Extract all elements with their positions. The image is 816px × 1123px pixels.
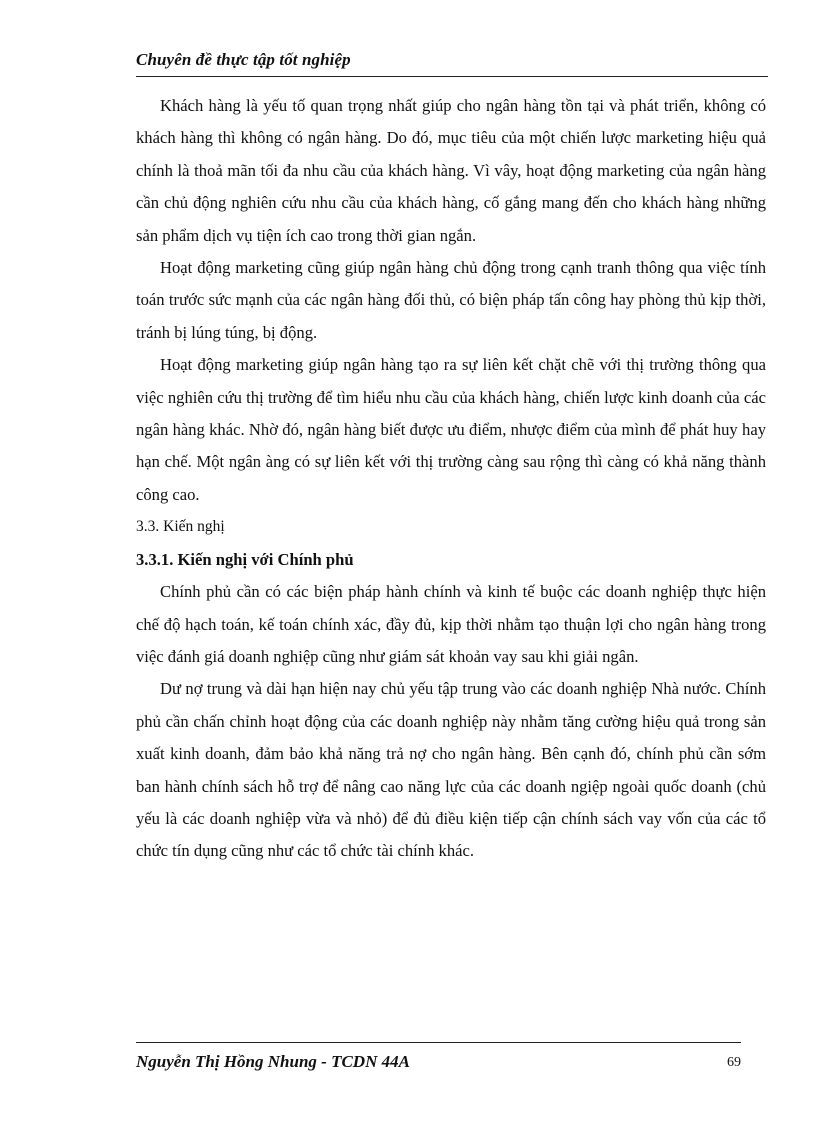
body-paragraph: Hoạt động marketing giúp ngân hàng tạo ra sự liên kết chặt chẽ với thị trường thông qua việc nghiên cứu thị trường để tìm hiểu nhu cầu của khách hàng, chiến lược kinh doanh của các ngân hàng khác. Nhờ đó, ngân hàng biết được ưu điểm, nhược điểm của mình để phát huy hay hạn chế. Một ngân àng có sự liên kết với thị trường càng sau rộng thì càng có khả năng thành công cao. (136, 355, 766, 504)
document-body (136, 90, 766, 868)
subsection-heading: 3.3.1. Kiến nghị với Chính phủ (136, 549, 354, 569)
header-title: Chuyên đề thực tập tốt nghiệp (136, 50, 351, 69)
body-paragraph: Hoạt động marketing cũng giúp ngân hàng chủ động trong cạnh tranh thông qua việc tính toán trước sức mạnh của các ngân hàng đối thủ, có biện pháp tấn công hay phòng thủ kịp thời, tránh bị lúng túng, bị động. (136, 258, 766, 342)
page-header (136, 48, 768, 77)
page-footer (136, 1042, 741, 1073)
body-paragraph: Khách hàng là yếu tố quan trọng nhất giúp cho ngân hàng tồn tại và phát triển, không có khách hàng thì không có ngân hàng. Do đó, mục tiêu của một chiến lược marketing hiệu quả chính là thoả mãn tối đa nhu cầu của khách hàng. Vì vây, hoạt động marketing của ngân hàng cần chủ động nghiên cứu nhu cầu của khách hàng, cố gắng mang đến cho khách hàng những sản phẩm dịch vụ tiện ích cao trong thời gian ngắn. (136, 96, 766, 245)
footer-author: Nguyễn Thị Hồng Nhung - TCDN 44A (136, 1052, 410, 1071)
body-paragraph: Chính phủ cần có các biện pháp hành chính và kinh tế buộc các doanh nghiệp thực hiện chế độ hạch toán, kế toán chính xác, đầy đủ, kịp thời nhằm tạo thuận lợi cho ngân hàng trong việc đánh giá doanh nghiệp cũng như giám sát khoản vay sau khi giải ngân. (136, 582, 766, 666)
body-paragraph: Dư nợ trung và dài hạn hiện nay chủ yếu tập trung vào các doanh nghiệp Nhà nước. Chính phủ cần chấn chỉnh hoạt động của các doanh nghiệp này nhằm tăng cường hiệu quả trong sản xuất kinh doanh, đảm bảo khả năng trả nợ cho ngân hàng. Bên cạnh đó, chính phủ cần sớm ban hành chính sách hỗ trợ để nâng cao năng lực của các doanh ngiệp ngoài quốc doanh (chủ yếu là các doanh nghiệp vừa và nhỏ) để đủ điều kiện tiếp cận chính sách vay vốn của các tổ chức tín dụng cũng như các tổ chức tài chính khác. (136, 679, 766, 861)
section-heading: 3.3. Kiến nghị (136, 518, 225, 536)
page-number: 69 (727, 1055, 741, 1070)
